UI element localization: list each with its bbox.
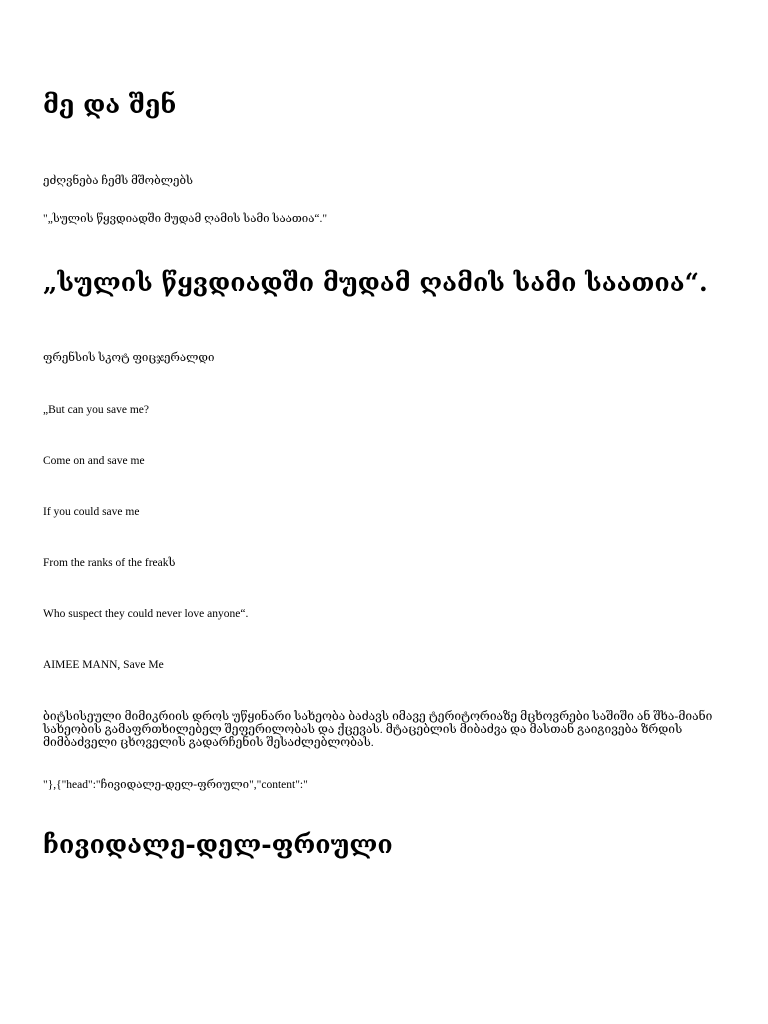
song-line: If you could save me xyxy=(43,506,140,518)
json-fragment: "},{"head":"ჩივიდალე-დელ-ფრიული","content":" xyxy=(43,779,308,791)
chapter-heading: ჩივიდალე-დელ-ფრიული xyxy=(43,830,393,859)
song-line: From the ranks of the freakს xyxy=(43,557,176,569)
song-line: Come on and save me xyxy=(43,455,145,467)
song-line: Who suspect they could never love anyone“. xyxy=(43,608,249,620)
page-title: მე და შენ xyxy=(43,90,177,119)
body-paragraph: ბიტსისეული მიმიკრიის დროს უწყინარი სახეობა ბაძავს იმავე ტერიტორიაზე მცხოვრები საშიში ან შხა-მიანი სახეობის გამაფრთხილებელ შეფერილობას და ქცევას. მტაცებლის მიბაძვა და მასთან გაიგივება ზრდის მიმბაძველი ცხოველის გადარჩენის შესაძლებლობას. xyxy=(43,709,713,749)
quote-author: ფრენსის სკოტ ფიცჯერალდი xyxy=(43,352,215,364)
quote-small: "„სულის წყვდიადში მუდამ ღამის სამი საათია“." xyxy=(43,213,328,225)
dedication: ეძღვნება ჩემს მშობლებს xyxy=(43,175,194,187)
quote-heading: „სულის წყვდიადში მუდამ ღამის სამი საათია“. xyxy=(43,268,708,297)
song-credit: AIMEE MANN, Save Me xyxy=(43,659,164,671)
song-line: „But can you save me? xyxy=(43,404,150,416)
